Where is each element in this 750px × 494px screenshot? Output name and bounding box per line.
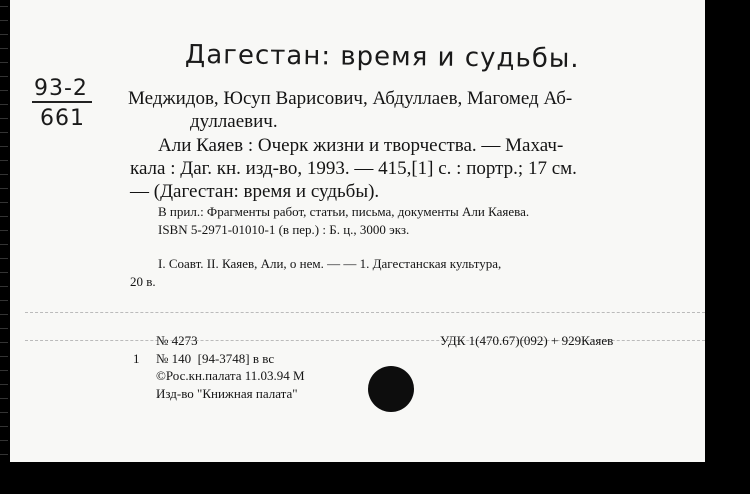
imprint-line: кала : Даг. кн. изд-во, 1993. — 415,[1] с. : портр.; 17 см. — [130, 158, 577, 179]
author-line: Меджидов, Юсуп Варисович, Абдуллаев, Магомед Аб- — [128, 88, 573, 109]
udk-code: УДК 1(470.67)(092) + 929Каяев — [440, 333, 614, 348]
tracings-line-cont: 20 в. — [130, 274, 156, 289]
tracings-line: I. Соавт. II. Каяев, Али, о нем. — — 1. Дагестанская культура, — [158, 256, 502, 271]
shelf-mark-bottom: 661 — [40, 106, 85, 131]
catalog-card — [10, 0, 705, 462]
title-line: Али Каяев : Очерк жизни и творчества. — Махач- — [158, 135, 564, 156]
card-number: № 4273 — [156, 333, 198, 348]
publisher-line: Изд-во "Книжная палата" — [156, 386, 298, 401]
book-chamber-line: ©Рос.кн.палата 11.03.94 М — [156, 368, 305, 383]
scan-bottom-edge — [0, 462, 750, 494]
series-line: — (Дагестан: время и судьбы). — [130, 181, 380, 202]
scan-edge — [0, 0, 8, 494]
shelf-mark-top: 93-2 — [32, 76, 92, 103]
registration-number: № 140 [94-3748] в вс — [156, 351, 275, 366]
handwritten-series-title: Дагестан: время и судьбы. — [184, 39, 580, 75]
isbn-line: ISBN 5-2971-01010-1 (в пер.) : Б. ц., 3000 экз. — [158, 222, 410, 237]
ink-stamp — [368, 366, 414, 412]
author-line-cont: дуллаевич. — [190, 111, 278, 132]
divider — [25, 312, 705, 313]
copy-count: 1 — [133, 351, 140, 366]
note-line: В прил.: Фрагменты работ, статьи, письма, документы Али Каяева. — [158, 204, 530, 219]
